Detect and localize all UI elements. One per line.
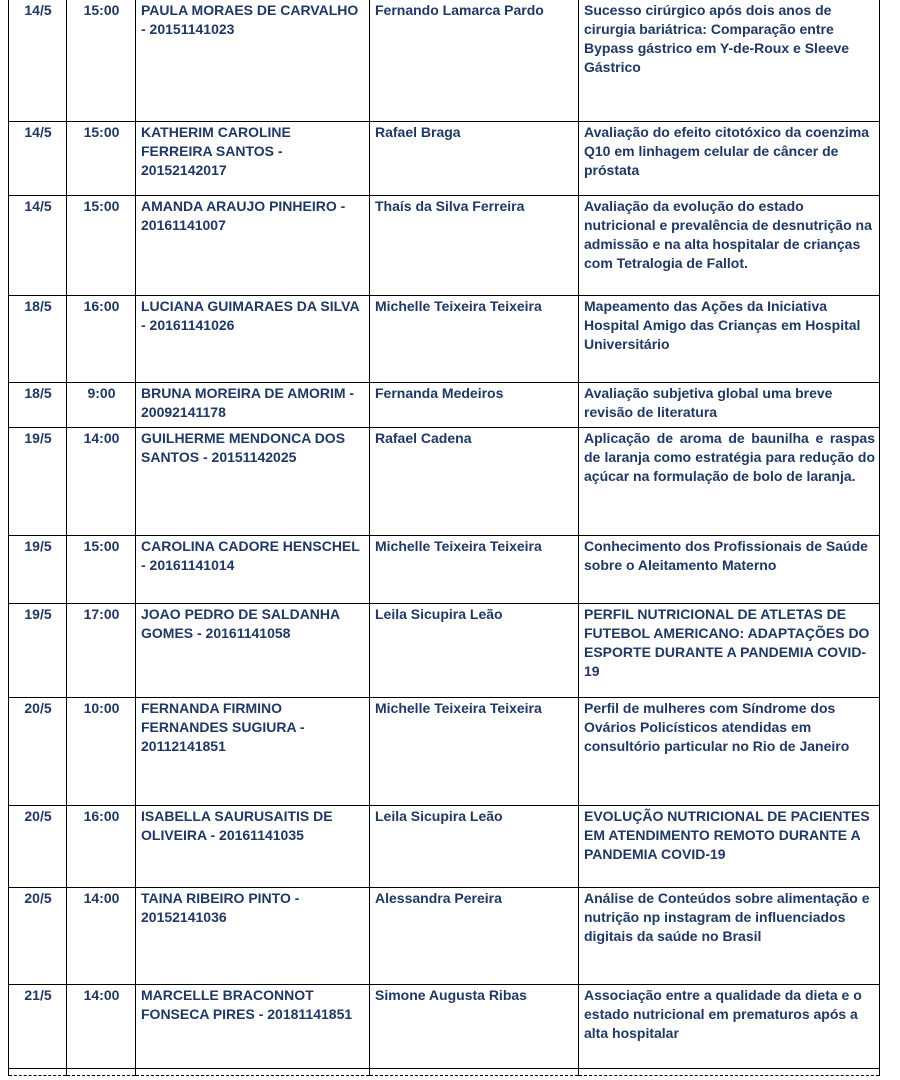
table-row [9, 604, 880, 698]
date-cell: 19/5 [9, 536, 67, 604]
advisor-cell: Simone Augusta Ribas [370, 985, 579, 1069]
student-cell: CAROLINA CADORE HENSCHEL - 20161141014 [136, 536, 370, 604]
table-row [9, 428, 880, 536]
date-cell: 19/5 [9, 428, 67, 536]
title-cell: Conhecimento dos Profissionais de Saúde sobre o Aleitamento Materno [579, 536, 880, 604]
student-cell: PAULA MORAES DE CARVALHO - 20151141023 [136, 0, 370, 122]
table-row [9, 296, 880, 383]
advisor-cell: Fernando Lamarca Pardo [370, 0, 579, 122]
advisor-cell: Rafael Cadena [370, 428, 579, 536]
time-cell: 15:00 [67, 196, 136, 296]
schedule-table-pagebreak [9, 1069, 880, 1076]
partial-row [9, 1069, 880, 1076]
table-row [9, 196, 880, 296]
time-cell: 15:00 [67, 536, 136, 604]
student-cell: GUILHERME MENDONCA DOS SANTOS - 20151142025 [136, 428, 370, 536]
advisor-cell: Michelle Teixeira Teixeira [370, 698, 579, 806]
advisor-cell: Alessandra Pereira [370, 888, 579, 985]
time-cell: 14:00 [67, 888, 136, 985]
student-cell: ISABELLA SAURUSAITIS DE OLIVEIRA - 20161141035 [136, 806, 370, 888]
date-cell: 20/5 [9, 888, 67, 985]
student-cell: TAINA RIBEIRO PINTO - 20152141036 [136, 888, 370, 985]
date-cell: 14/5 [9, 122, 67, 196]
table-row [9, 536, 880, 604]
time-cell: 9:00 [67, 383, 136, 428]
advisor-cell: Rafael Braga [370, 122, 579, 196]
student-cell: AMANDA ARAUJO PINHEIRO - 20161141007 [136, 196, 370, 296]
time-cell: 14:00 [67, 985, 136, 1069]
title-cell: Associação entre a qualidade da dieta e o estado nutricional em prematuros após a alta hospitalar [579, 985, 880, 1069]
date-cell: 14/5 [9, 196, 67, 296]
student-cell: FERNANDA FIRMINO FERNANDES SUGIURA - 20112141851 [136, 698, 370, 806]
advisor-cell: Leila Sicupira Leão [370, 604, 579, 698]
advisor-cell: Thaís da Silva Ferreira [370, 196, 579, 296]
advisor-cell: Michelle Teixeira Teixeira [370, 296, 579, 383]
title-cell [579, 1069, 880, 1076]
table-row [9, 122, 880, 196]
student-cell: BRUNA MOREIRA DE AMORIM - 20092141178 [136, 383, 370, 428]
time-cell: 17:00 [67, 604, 136, 698]
date-cell: 19/5 [9, 604, 67, 698]
title-cell: Avaliação subjetiva global uma breve revisão de literatura [579, 383, 880, 428]
table-row [9, 383, 880, 428]
student-cell: JOAO PEDRO DE SALDANHA GOMES - 20161141058 [136, 604, 370, 698]
title-cell: Análise de Conteúdos sobre alimentação e nutrição np instagram de influenciados digitais da saúde no Brasil [579, 888, 880, 985]
title-cell: Aplicação de aroma de baunilha e raspas de laranja como estratégia para redução do açúcar na formulação de bolo de laranja. [579, 428, 880, 536]
date-cell: 14/5 [9, 0, 67, 122]
date-cell: 18/5 [9, 296, 67, 383]
student-cell: MARCELLE BRACONNOT FONSECA PIRES - 20181141851 [136, 985, 370, 1069]
advisor-cell: Michelle Teixeira Teixeira [370, 536, 579, 604]
title-cell: Avaliação do efeito citotóxico da coenzima Q10 em linhagem celular de câncer de próstata [579, 122, 880, 196]
time-cell: 16:00 [67, 296, 136, 383]
time-cell: 14:00 [67, 428, 136, 536]
date-cell: 20/5 [9, 806, 67, 888]
title-cell: EVOLUÇÃO NUTRICIONAL DE PACIENTES EM ATENDIMENTO REMOTO DURANTE A PANDEMIA COVID-19 [579, 806, 880, 888]
table-row [9, 698, 880, 806]
title-cell: Perfil de mulheres com Síndrome dos Ovários Policísticos atendidas em consultório particular no Rio de Janeiro [579, 698, 880, 806]
student-cell: LUCIANA GUIMARAES DA SILVA - 20161141026 [136, 296, 370, 383]
date-cell: 18/5 [9, 383, 67, 428]
table-row [9, 806, 880, 888]
date-cell [9, 1069, 67, 1076]
time-cell [67, 1069, 136, 1076]
advisor-cell [370, 1069, 579, 1076]
time-cell: 15:00 [67, 0, 136, 122]
advisor-cell: Leila Sicupira Leão [370, 806, 579, 888]
advisor-cell: Fernanda Medeiros [370, 383, 579, 428]
student-cell [136, 1069, 370, 1076]
table-row [9, 0, 880, 122]
title-cell: PERFIL NUTRICIONAL DE ATLETAS DE FUTEBOL AMERICANO: ADAPTAÇÕES DO ESPORTE DURANTE A PANDEMIA COVID-19 [579, 604, 880, 698]
schedule-table-body [9, 0, 880, 1069]
table-row [9, 888, 880, 985]
time-cell: 15:00 [67, 122, 136, 196]
student-cell: KATHERIM CAROLINE FERREIRA SANTOS - 20152142017 [136, 122, 370, 196]
title-cell: Mapeamento das Ações da Iniciativa Hospital Amigo das Crianças em Hospital Universitário [579, 296, 880, 383]
table-row [9, 985, 880, 1069]
date-cell: 21/5 [9, 985, 67, 1069]
title-cell: Avaliação da evolução do estado nutricional e prevalência de desnutrição na admissão e na alta hospitalar de crianças com Tetralogia de Fallot. [579, 196, 880, 296]
title-cell: Sucesso cirúrgico após dois anos de cirurgia bariátrica: Comparação entre Bypass gástrico em Y-de-Roux e Sleeve Gástrico [579, 0, 880, 122]
defense-schedule-table [8, 0, 880, 1076]
date-cell: 20/5 [9, 698, 67, 806]
time-cell: 16:00 [67, 806, 136, 888]
time-cell: 10:00 [67, 698, 136, 806]
